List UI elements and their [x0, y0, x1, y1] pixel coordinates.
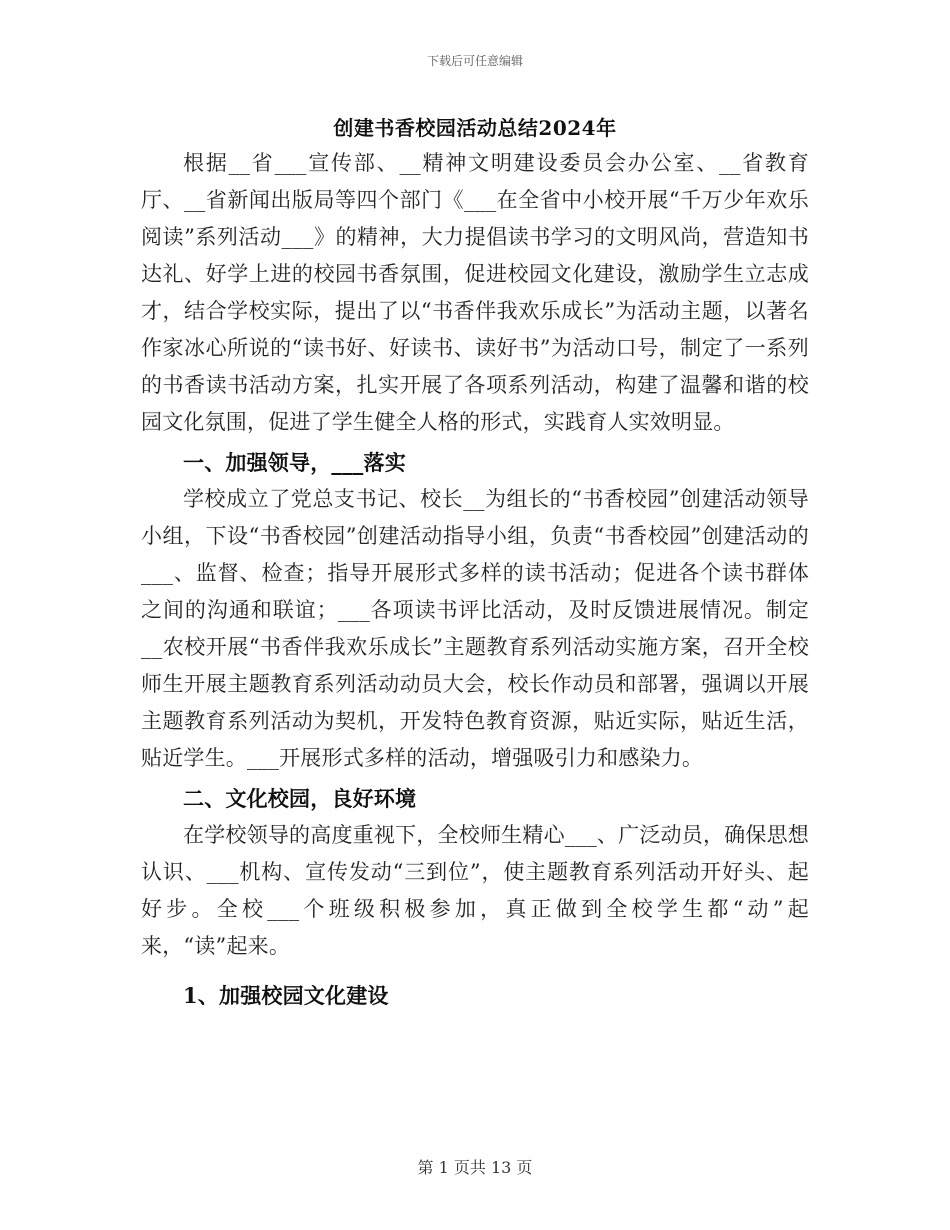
- section-2-heading: 二、文化校园，良好环境: [183, 786, 417, 811]
- document-body: [141, 145, 809, 1014]
- document-title: 创建书香校园活动总结2024年: [333, 116, 617, 140]
- section-2-paragraph: 在学校领导的高度重视下，全校师生精心___、广泛动员，确保思想认识、___机构、宣传发动“三到位”，使主题教育系列活动开好头、起好步。全校___个班级积极参加，真正做到全校学生都“动”起来，“读”起来。: [141, 823, 809, 958]
- section-1-paragraph: 学校成立了党总支书记、校长__为组长的“书香校园”创建活动领导小组，下设“书香校园”创建活动指导小组，负责“书香校园”创建活动的___、监督、检查；指导开展形式多样的读书活动；促进各个读书群体之间的沟通和联谊；___各项读书评比活动，及时反馈进展情况。制定__农校开展“书香伴我欢乐成长”主题教育系列活动实施方案，召开全校师生开展主题教育系列活动动员大会，校长作动员和部署，强调以开展主题教育系列活动为契机，开发特色教育资源，贴近实际，贴近生活，贴近学生。___开展形式多样的活动，增强吸引力和感染力。: [141, 487, 809, 770]
- subsection-1-heading: 1、加强校园文化建设: [183, 983, 389, 1008]
- section-1-heading: 一、加强领导，___落实: [183, 450, 406, 475]
- intro-paragraph: 根据__省___宣传部、__精神文明建设委员会办公室、__省教育厅、__省新闻出版局等四个部门《___在全省中小校开展“千万少年欢乐阅读”系列活动___》的精神，大力提倡读书学习的文明风尚，营造知书达礼、好学上进的校园书香氛围，促进校园文化建设，激励学生立志成才，结合学校实际，提出了以“书香伴我欢乐成长”为活动主题，以著名作家冰心所说的“读书好、好读书、读好书”为活动口号，制定了一系列的书香读书活动方案，扎实开展了各项系列活动，构建了温馨和谐的校园文化氛围，促进了学生健全人格的形式，实践育人实效明显。: [141, 151, 809, 434]
- page-footer-number: 第 1 页共 13 页: [417, 1158, 533, 1177]
- page-header-note: 下载后可任意编辑: [426, 54, 523, 68]
